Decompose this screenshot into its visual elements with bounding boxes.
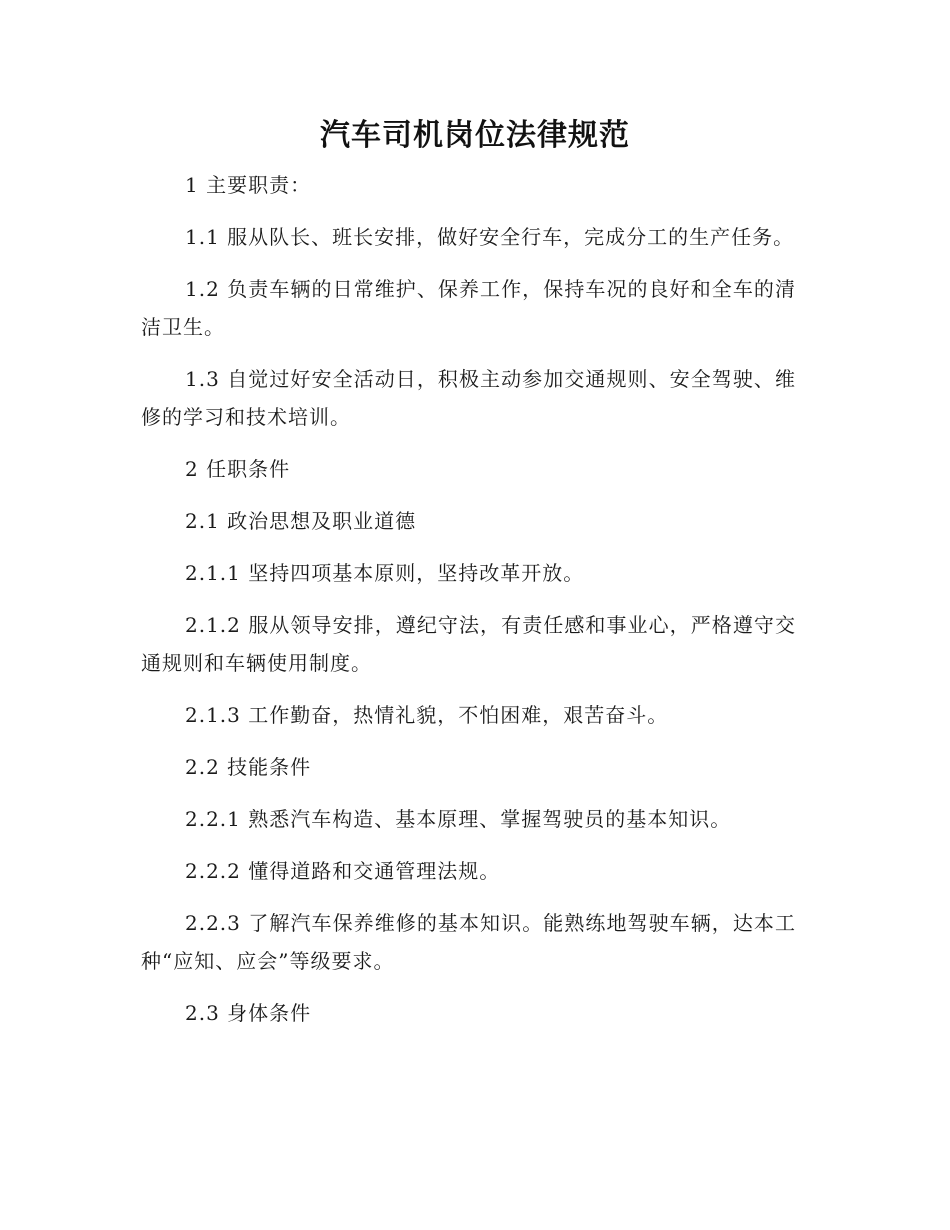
paragraph-2-3: 2.3 身体条件: [185, 1001, 312, 1025]
paragraph-1-3: 1.3 自觉过好安全活动日，积极主动参加交通规则、安全驾驶、维修的学习和技术培训。: [141, 367, 796, 429]
paragraph-2-2-1: 2.2.1 熟悉汽车构造、基本原理、掌握驾驶员的基本知识。: [185, 807, 732, 831]
document-body: [141, 166, 796, 1046]
paragraph-2-1-2: 2.1.2 服从领导安排，遵纪守法，有责任感和事业心，严格遵守交通规则和车辆使用制度。: [141, 613, 796, 675]
paragraph-2-2-2: 2.2.2 懂得道路和交通管理法规。: [185, 859, 501, 883]
paragraph-2-1: 2.1 政治思想及职业道德: [185, 509, 417, 533]
paragraph-2: 2 任职条件: [185, 457, 291, 481]
document-title: 汽车司机岗位法律规范: [320, 118, 630, 153]
paragraph-2-2-3: 2.2.3 了解汽车保养维修的基本知识。能熟练地驾驶车辆，达本工种“应知、应会”等级要求。: [141, 911, 796, 973]
paragraph-2-1-1: 2.1.1 坚持四项基本原则，坚持改革开放。: [185, 561, 585, 585]
paragraph-1: 1 主要职责：: [185, 173, 312, 197]
paragraph-1-1: 1.1 服从队长、班长安排，做好安全行车，完成分工的生产任务。: [185, 225, 795, 249]
paragraph-1-2: 1.2 负责车辆的日常维护、保养工作，保持车况的良好和全车的清洁卫生。: [141, 277, 796, 339]
paragraph-2-1-3: 2.1.3 工作勤奋，热情礼貌，不怕困难，艰苦奋斗。: [185, 703, 669, 727]
paragraph-2-2: 2.2 技能条件: [185, 755, 312, 779]
